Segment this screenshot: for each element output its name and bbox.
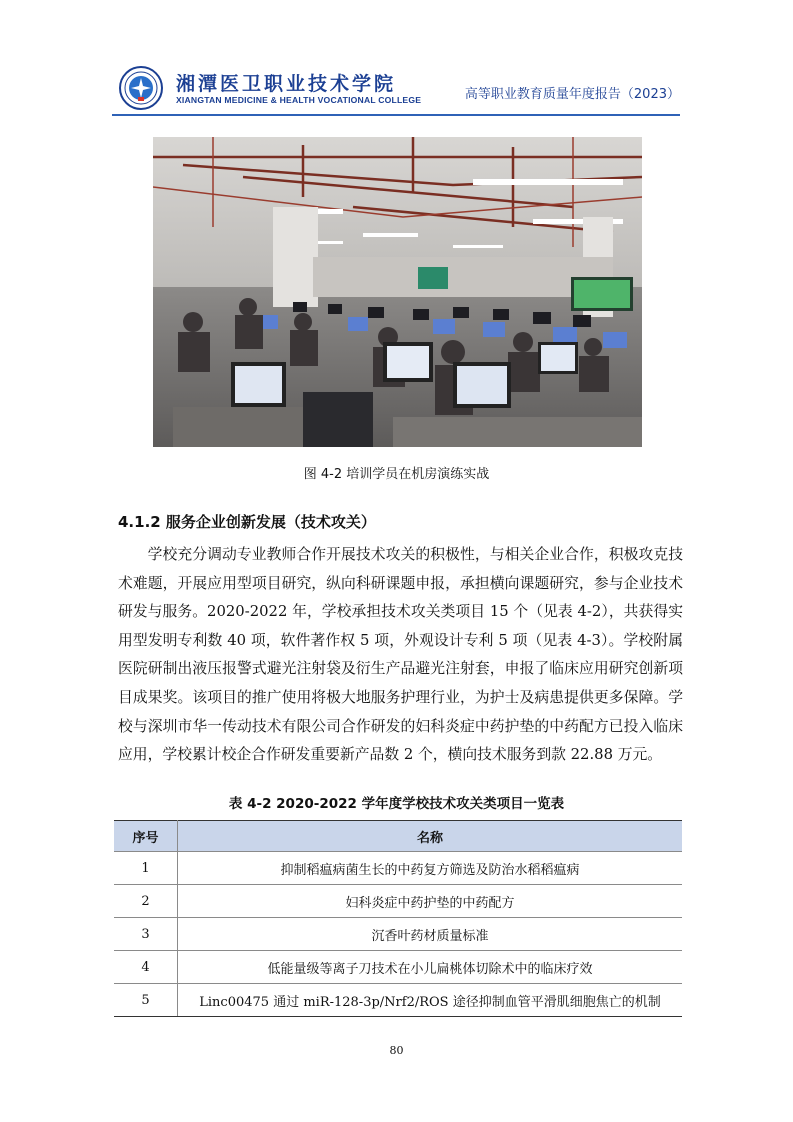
row-number: 3: [114, 918, 178, 951]
row-number: 2: [114, 885, 178, 918]
figure-caption: 图 4-2 培训学员在机房演练实战: [303, 467, 490, 482]
header-divider: [112, 114, 680, 116]
table-row: [114, 951, 682, 984]
school-logo: [119, 66, 163, 110]
table-row: [114, 885, 682, 918]
tech-projects-table: [114, 820, 682, 1017]
school-name-en: XIANGTAN MEDICINE & HEALTH VOCATIONAL COLLEGE: [176, 95, 422, 105]
school-name-cn: 湘潭医卫职业技术学院: [176, 73, 397, 95]
table-title: 表 4-2 2020-2022 学年度学校技术攻关类项目一览表: [228, 796, 565, 812]
table-header-row: [114, 821, 682, 852]
row-project-name: 妇科炎症中药护垫的中药配方: [178, 885, 683, 918]
table-row: [114, 984, 682, 1017]
row-number: 5: [114, 984, 178, 1017]
row-project-name: 低能量级等离子刀技术在小儿扁桃体切除术中的临床疗效: [178, 951, 683, 984]
column-header-number: 序号: [114, 821, 178, 852]
section-heading: 4.1.2 服务企业创新发展（技术攻关）: [118, 513, 376, 531]
row-number: 1: [114, 852, 178, 885]
section-paragraph: 学校充分调动专业教师合作开展技术攻关的积极性，与相关企业合作，积极攻克技术难题，开展应用型项目研究，纵向科研课题申报，承担横向课题研究，参与企业技术研发与服务。2020-2022 年，学校承担技术攻关类项目 15 个（见表 4-2），共获得实用型发明专利数 40 项，软件著作权 5 项，外观设计专利 5 项（见表 4-3）。学校附属医院研制出液压报警式避光注射袋及衍生产品避光注射套，申报了临床应用研究创新项目成果奖。该项目的推广使用将极大地服务护理行业，为护士及病患提供更多保障。学校与深圳市华一传动技术有限公司合作研发的妇科炎症中药护垫的中药配方已投入临床应用，学校累计校企合作研发重要新产品数 2 个，横向技术服务到款 22.88 万元。: [118, 546, 683, 764]
table-row: [114, 918, 682, 951]
column-header-name: 名称: [178, 821, 683, 852]
training-room-photo: [153, 137, 642, 447]
row-project-name: 抑制稻瘟病菌生长的中药复方筛选及防治水稻稻瘟病: [178, 852, 683, 885]
page-number: 80: [389, 1044, 404, 1057]
report-title: 高等职业教育质量年度报告（2023）: [464, 87, 680, 102]
row-number: 4: [114, 951, 178, 984]
table-row: [114, 852, 682, 885]
row-project-name: 沉香叶药材质量标准: [178, 918, 683, 951]
row-project-name: Linc00475 通过 miR-128-3p/Nrf2/ROS 途径抑制血管平滑肌细胞焦亡的机制: [178, 984, 683, 1017]
page-header: [112, 66, 680, 116]
